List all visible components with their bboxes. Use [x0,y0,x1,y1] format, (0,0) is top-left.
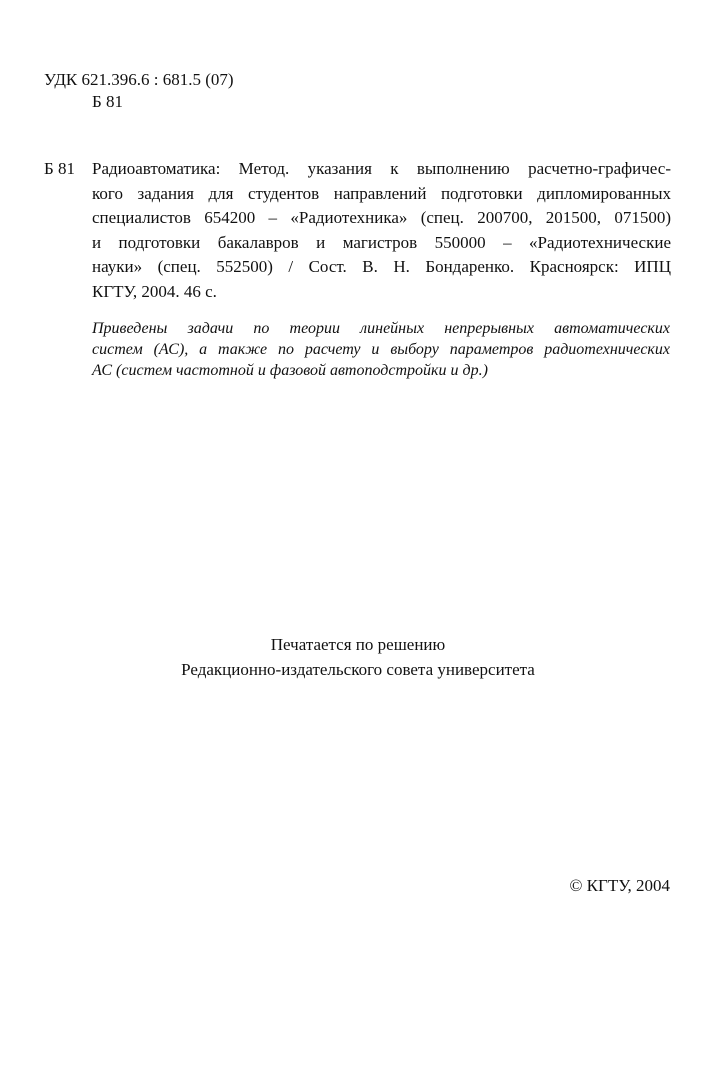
approval-line-1: Печатается по решению [270,635,446,654]
abstract-line: АС (систем частотной и фазовой автоподстройки и др.) [92,362,488,379]
udk-code: УДК 621.396.6 : 681.5 (07) [44,70,234,89]
entry-text [92,157,671,304]
entry-line: Радиоавтоматика: Метод. указания к выполнению расчетно-графичес- [92,159,671,178]
entry-line: кого задания для студентов направлений подготовки дипломированных [92,183,671,203]
abstract-line: Приведены задачи по теории линейных непрерывных автоматических [92,320,670,337]
entry-line: КГТУ, 2004. 46 с. [92,281,217,301]
abstract-line: систем (АС), а также по расчету и выбору параметров радиотехнических [92,341,670,358]
abstract [92,318,670,381]
author-cipher: Б 81 [92,92,124,111]
entry-line: специалистов 654200 – «Радиотехника» (спец. 200700, 201500, 071500) [92,208,671,227]
copyright-notice: © КГТУ, 2004 [569,876,670,895]
entry-line: и подготовки бакалавров и магистров 550000 – «Радиотехнические [92,232,671,252]
approval-line-2: Редакционно-издательского совета университета [181,660,535,679]
entry-line: науки» (спец. 552500) / Сост. В. Н. Бондаренко. Красноярск: ИПЦ [92,257,671,276]
entry-cipher: Б 81 [44,159,76,178]
